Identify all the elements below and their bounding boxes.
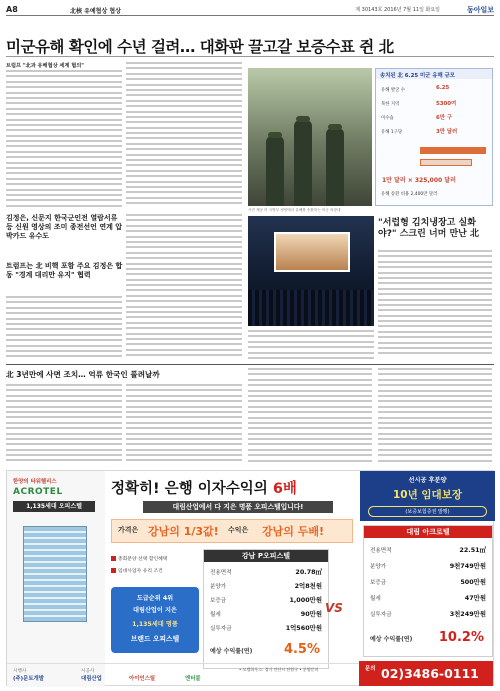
card-row-label: 분양가: [210, 584, 227, 590]
infobox-label: 유해 발굴 수: [381, 88, 405, 93]
infobox-value: 6만 구: [436, 115, 453, 121]
ad-brand-logo: ACROTEL: [13, 487, 63, 497]
ad-brand-small: 한양의 타워헬리스: [13, 479, 57, 485]
infobox-label: 유해 1구당: [381, 130, 403, 135]
feature-title: "서럽형 김치냉장고 실화야?" 스크린 너머 만난 北: [378, 218, 479, 239]
article2-col3: [248, 368, 372, 464]
card-row-value: 1,000만원: [289, 596, 322, 604]
ad-headline: [111, 477, 297, 498]
article-body-col3: [6, 296, 122, 360]
phone-label: 문의: [365, 666, 376, 672]
benefit-item: 임대사업자 유리 조건: [111, 567, 199, 574]
comparison-card-right: [363, 525, 493, 657]
building-image: [23, 526, 87, 622]
card-row-label: 실투자금: [210, 626, 232, 632]
article-body-col2: [126, 62, 242, 210]
article2-col2: [126, 384, 242, 464]
card-row-value: 3천249만원: [449, 610, 486, 618]
feature-body: [378, 250, 492, 360]
article2-col4: [378, 368, 492, 464]
article-lead: 트럼프 "北과 유해협상 세계 협의": [6, 63, 84, 69]
infobox-bar: [420, 159, 472, 166]
card-row-label: 보증금: [370, 580, 387, 586]
developer-logo: (주)문토개발: [13, 676, 44, 682]
card-row-label: 실투자금: [370, 612, 392, 618]
infobox-value: 3만 달러: [436, 129, 458, 135]
section-title: 北核 유예협상 협상: [70, 8, 121, 15]
card-row-value: 2억8천원: [294, 582, 322, 590]
honor-guard-photo: [248, 68, 372, 206]
phone-number[interactable]: 02)3486-0111: [381, 666, 479, 681]
partner-logo: 엔터블: [185, 676, 201, 682]
ad-right-line3: (보증보험증권 발행): [368, 506, 487, 517]
photo-caption: 사진 제공 미 국방부 평양에서 유해를 송환하는 미군 의장대: [248, 208, 341, 212]
card-row-value: 47만원: [464, 594, 486, 602]
advertisement[interactable]: [6, 470, 494, 686]
infobox-value: 6.25: [436, 85, 450, 91]
card-row-label: 월세: [370, 596, 381, 602]
card-title: 강남 P오피스텔: [204, 550, 328, 562]
ad-right-header: [360, 471, 495, 521]
crowd-silhouette: [248, 290, 374, 326]
card-row-label: 분양가: [370, 564, 387, 570]
ad-office-label: 1,135세대 오피스텔: [13, 501, 95, 512]
check-icon: [111, 568, 116, 573]
headline-divider: [6, 56, 494, 57]
article2-col1: [6, 384, 122, 464]
infobox-note: 유해 송환 비용 2,400만 달러: [381, 192, 438, 197]
remains-infobox: [375, 68, 493, 206]
banner-yield: 강남의 두배!: [262, 525, 324, 538]
promo-line: 도급순위 4위: [136, 595, 174, 602]
article-subhead-2: 트럼프는 北 비핵 포함 주요 김정은 합동 "경계 대리만 유지" 협력: [6, 262, 123, 279]
ad-left-panel: [7, 471, 105, 687]
card-row-value: 20.78㎡: [295, 568, 322, 576]
partner-logo: 아이언스틸: [129, 676, 156, 682]
feature-body-left: [248, 330, 374, 360]
card-row-value: 1억560만원: [285, 624, 322, 632]
section-divider: [6, 364, 494, 365]
card-yield: 4.5%: [283, 642, 320, 657]
card-yield-label: 예상 수익률(연): [210, 648, 253, 655]
promo-line: 대림산업이 지은: [133, 607, 177, 614]
article2-headline: 北 3년만에 사면 조치… 억류 한국인 풀려날까: [6, 370, 160, 379]
card-yield-label: 예상 수익률(연): [370, 636, 413, 643]
ad-benefits: [111, 549, 199, 659]
page-header: [6, 6, 494, 16]
infobox-label: 미수습: [381, 116, 394, 121]
card-row-value: 22.51㎡: [459, 546, 486, 554]
banner-price-prefix: 가격은: [118, 526, 139, 534]
infobox-bar: [420, 147, 486, 154]
ad-headline-text: 정확히! 은행 이자수익의: [111, 481, 273, 497]
infobox-title: 송치된 北 6.25 미군 유해 규모: [376, 69, 492, 79]
article-body-col4: [126, 214, 242, 360]
card-title: 대림 아크로텔: [364, 526, 492, 538]
card-row-value: 500만원: [460, 578, 486, 586]
page-number: A8: [6, 5, 18, 14]
infobox-value: 5300여: [436, 101, 457, 107]
comparison-card-left: [203, 549, 329, 669]
promo-box: [111, 587, 199, 653]
ad-phone[interactable]: [359, 661, 493, 686]
card-row-value: 90만원: [300, 610, 322, 618]
footer-label: 시행사: [13, 669, 27, 674]
promo-line: 1,135세대 명품: [132, 621, 178, 628]
card-row-label: 보증금: [210, 598, 227, 604]
banner-yield-prefix: 수익은: [228, 526, 249, 534]
ad-headline-highlight: 6배: [272, 481, 297, 497]
ad-right-line1: 선시공 후분양: [408, 477, 447, 484]
ad-subline: 대림산업에서 다 지은 명품 오피스텔입니다!: [143, 501, 333, 513]
builder-logo: 대림산업: [81, 676, 102, 682]
benefit-item: 총회분양 선택 할인혜택: [111, 555, 199, 562]
card-row-label: 전용면적: [370, 548, 392, 554]
check-icon: [111, 556, 116, 561]
infobox-label: 북한 지역: [381, 102, 400, 107]
vs-label: VS: [325, 601, 343, 615]
screen-image: [274, 232, 350, 272]
article-body-col1: [6, 70, 122, 210]
ad-price-banner: [111, 519, 353, 543]
film-screening-photo: [248, 216, 374, 326]
footer-label: 시공사: [81, 669, 95, 674]
card-row-value: 9천749만원: [449, 562, 486, 570]
ad-address: • 모델하우스: 경기 안산시 단원구 • 분양문의: [239, 667, 319, 672]
card-row-label: 전용면적: [210, 570, 232, 576]
card-row-label: 월세: [210, 612, 221, 618]
article-subhead-1: 김정은, 신문지 한국군인전 열람서류 등 신원 영상의 조미 종전선언 연계 압박카드 유수도: [6, 214, 123, 240]
page-headline: 미군유해 확인에 수년 걸려… 대화판 끌고갈 보증수표 쥔 北: [6, 38, 394, 56]
banner-price: 강남의 1/3값!: [148, 525, 219, 538]
card-yield: 10.2%: [438, 630, 484, 645]
issue-meta: 제 30143호 2016년 7월 11일 화요일: [355, 7, 440, 13]
promo-line: 브랜드 오피스텔: [130, 635, 180, 643]
ad-right-line2: 10년 임대보장: [393, 489, 462, 501]
infobox-big: 1만 달러 × 325,000 달러: [382, 177, 456, 184]
newspaper-brand: 동아일보: [466, 6, 494, 14]
